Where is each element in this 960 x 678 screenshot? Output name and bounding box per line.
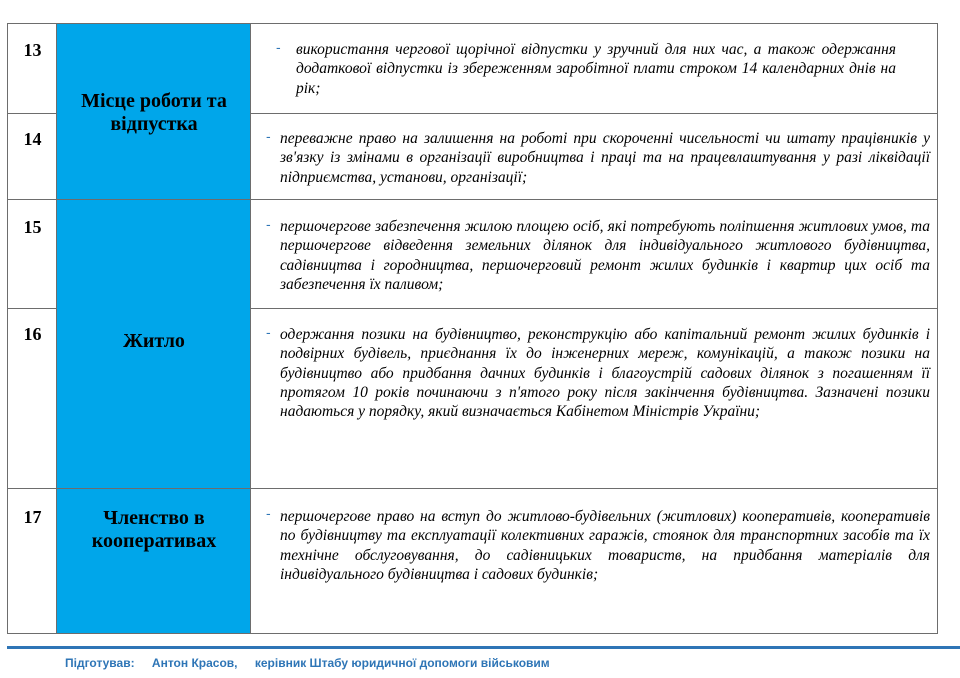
category-work-leave: Місце роботи та відпустка xyxy=(81,90,227,135)
bullet-dash: - xyxy=(276,39,281,55)
row-divider xyxy=(251,113,937,114)
bullet-dash: - xyxy=(266,324,271,340)
row-divider xyxy=(8,308,57,309)
row-divider xyxy=(8,113,57,114)
benefit-text: першочергове забезпечення жилою площею осіб, які потребують поліпшення житлових умов, та першочергове відведення земельних ділянок для індивідуального житлового будівництва, садівництва і городництва, першочерговий ремонт жилих будинків і квартир цих осіб та забезпечення їх паливом; xyxy=(280,218,930,293)
benefit-text: першочергове право на вступ до житлово-будівельних (житлових) кооперативів, кооперативів по будівництву та експлуатації колективних гаражів, стоянок для транспортних засобів та їх технічне обслуговування, до садівницьких товариств, на придбання матеріалів для індивідуального будівництва і садових будинків; xyxy=(280,508,930,583)
category-housing: Житло xyxy=(123,330,185,352)
bullet-dash: - xyxy=(266,128,271,144)
footer-prepared-label: Підготував: xyxy=(65,656,135,670)
footer-author-name: Антон Красов, xyxy=(151,656,238,670)
benefits-table xyxy=(7,23,938,634)
footer-divider xyxy=(7,646,960,649)
row-number: 16 xyxy=(23,324,42,344)
footer-credit xyxy=(65,656,564,670)
row-number: 15 xyxy=(23,217,42,237)
row-number: 13 xyxy=(23,40,42,60)
group-divider xyxy=(8,199,937,200)
row-number: 14 xyxy=(23,129,42,149)
benefit-text: одержання позики на будівництво, реконструкцію або капітальний ремонт жилих будинків і подвірних будівель, приєднання їх до інженерних мереж, комунікацій, а також позики на будівництво або придбання дачних будинків і благоустрій садових ділянок з погашенням її протягом 10 років починаючи з п'ятого року після закінчення будівництва. Зазначені позики надаються у порядку, який визначається Кабінетом Міністрів України; xyxy=(280,326,930,421)
row-number: 17 xyxy=(23,507,42,527)
category-cooperatives: Членство в кооперативах xyxy=(91,507,217,552)
bullet-dash: - xyxy=(266,216,271,232)
group-divider xyxy=(8,488,937,489)
bullet-dash: - xyxy=(266,505,271,521)
benefit-text: переважне право на залишення на роботі при скороченні чисельності чи штату працівників у зв'язку із змінами в організації виробництва і праці та на працевлаштування у разі ліквідації підприємства, установи, організації; xyxy=(280,130,930,186)
row-divider xyxy=(251,308,937,309)
benefit-text: використання чергової щорічної відпустки у зручний для них час, а також одержання додаткової відпустки із збереженням заробітної плати строком 14 календарних днів на рік; xyxy=(296,41,896,97)
footer-author-role: керівник Штабу юридичної допомоги військовим xyxy=(254,656,550,670)
